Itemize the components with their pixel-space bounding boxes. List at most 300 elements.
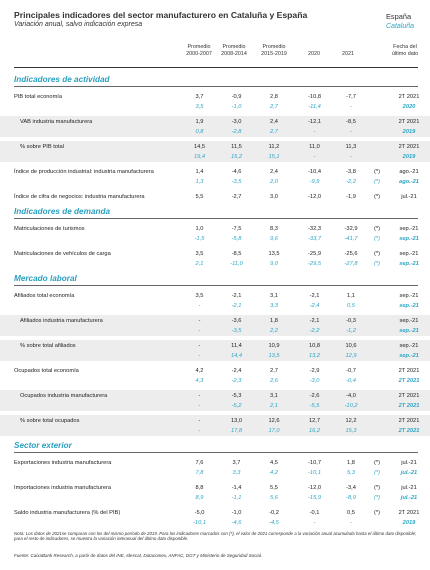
catalonia-value: 2019 (388, 152, 430, 162)
catalonia-value: -3,0 (309, 378, 320, 384)
catalonia-value: (*) (373, 179, 380, 185)
table-row-catalonia (0, 426, 430, 436)
catalonia-value: 15,2 (218, 152, 255, 162)
catalonia-value: 3,5 (195, 104, 204, 110)
catalonia-value: -9,9 (309, 179, 320, 185)
row-label: Matriculaciones de vehículos de carga (14, 250, 111, 257)
spain-value: 2T 2021 (388, 141, 430, 152)
section-cell (0, 202, 430, 219)
row-label-empty (0, 326, 181, 336)
catalonia-value (366, 518, 388, 528)
catalonia-value: -11,4 (308, 104, 321, 110)
row-label-empty (0, 234, 181, 244)
header-2021 (334, 51, 362, 58)
spain-value: 2,4 (270, 168, 278, 175)
catalonia-value: -2,4 (309, 303, 320, 309)
table-row-catalonia (0, 518, 430, 528)
catalonia-value: -10,1 (193, 520, 206, 526)
catalonia-value: 14,4 (218, 351, 255, 361)
spain-value: (*) (373, 459, 380, 466)
row-label: Afiliados total economía (14, 292, 75, 299)
catalonia-value (366, 102, 388, 112)
catalonia-value: ago.-21 (399, 179, 419, 185)
spain-value: 2T 2021 (398, 509, 420, 516)
spain-value: 1,0 (195, 225, 204, 232)
catalonia-value: 2,6 (270, 378, 278, 384)
header-line: 2021 (342, 51, 354, 57)
catalonia-value: 3,3 (232, 470, 241, 476)
column-headers (0, 44, 430, 66)
catalonia-value: -2,2 (346, 179, 356, 185)
header-line: Fecha del (393, 44, 417, 50)
table-row-catalonia (0, 127, 430, 137)
catalonia-value: (*) (373, 261, 380, 267)
row-label: Afiliados industria manufacturera (0, 315, 181, 326)
catalonia-value: (*) (373, 495, 380, 501)
catalonia-value: - (181, 426, 218, 436)
row-label-empty (0, 259, 181, 269)
catalonia-value: sep.-21 (388, 326, 430, 336)
catalonia-value: 12,9 (336, 351, 366, 361)
spain-value: 3,0 (270, 193, 278, 200)
table-row-spain (0, 116, 430, 127)
table-row-spain (0, 141, 430, 152)
spain-value: sep.-21 (388, 315, 430, 326)
spain-value: 11,4 (218, 340, 255, 351)
spain-value: 3,5 (195, 250, 204, 257)
page-title: Principales indicadores del sector manufacturero en Cataluña y España (14, 10, 308, 20)
catalonia-value: 2,7 (255, 127, 293, 137)
row-label: Importaciones industria manufacturera (14, 484, 112, 491)
table-row-catalonia (0, 493, 430, 503)
catalonia-value: -2,1 (231, 303, 242, 309)
catalonia-value: 15,1 (255, 152, 293, 162)
catalonia-value: -5,2 (218, 401, 255, 411)
catalonia-value: - (293, 127, 336, 137)
row-label-empty (0, 493, 181, 503)
header-2020 (300, 51, 328, 58)
catalonia-value: 2020 (402, 104, 416, 110)
catalonia-value: 2,0 (270, 179, 278, 185)
catalonia-value: 2019 (402, 520, 416, 526)
catalonia-value: 4,2 (270, 470, 278, 476)
catalonia-value: (*) (373, 470, 380, 476)
row-label-empty (0, 426, 181, 436)
catalonia-value: - (181, 401, 218, 411)
spain-value: 3,1 (255, 390, 293, 401)
catalonia-value: -29,5 (308, 261, 321, 267)
spain-value: -0,1 (309, 509, 320, 516)
spain-value: -4,0 (336, 390, 366, 401)
catalonia-value: 9,6 (270, 236, 278, 242)
catalonia-value: sep.-21 (399, 236, 419, 242)
catalonia-value: - (181, 351, 218, 361)
legend-spain: España (386, 12, 412, 21)
spain-value (366, 141, 388, 152)
spain-value: (*) (373, 193, 380, 200)
table-row-catalonia (0, 401, 430, 411)
catalonia-value: sep.-21 (388, 351, 430, 361)
spain-value: jul.-21 (401, 193, 417, 200)
row-label: Matriculaciones de turismos (14, 225, 85, 232)
spain-value (366, 91, 388, 102)
table-row-spain (0, 248, 430, 259)
table-row-spain (0, 91, 430, 102)
header-line: 2015-2019 (261, 50, 287, 57)
catalonia-value: 2,1 (195, 261, 204, 267)
spain-value: -10,4 (308, 168, 321, 175)
header-divider (14, 67, 418, 68)
spain-value: -0,9 (231, 93, 242, 100)
catalonia-value: -41,7 (344, 236, 358, 242)
section-header (0, 269, 430, 286)
table-row-spain (0, 340, 430, 351)
spain-value: 0,5 (347, 509, 355, 516)
catalonia-value: -4,5 (269, 520, 279, 526)
catalonia-value: -2,3 (231, 378, 242, 384)
catalonia-value: 7,8 (195, 470, 204, 476)
table-row-spain (0, 315, 430, 326)
spain-value: 12,2 (336, 415, 366, 426)
spain-value: -2,4 (231, 367, 242, 374)
table-row-spain (0, 166, 430, 177)
spain-value: 10,6 (336, 340, 366, 351)
catalonia-value: 17,8 (218, 426, 255, 436)
spain-value: sep.-21 (399, 292, 419, 299)
catalonia-value: 0,5 (347, 303, 355, 309)
row-label: Índice de cifra de negocios: industria manufacturera (14, 193, 145, 200)
catalonia-value: jul.-21 (400, 495, 418, 501)
spain-value: 8,3 (270, 225, 278, 232)
spain-value: 3,1 (270, 292, 278, 299)
spain-value: -5,0 (194, 509, 205, 516)
row-label-empty (0, 518, 181, 528)
spain-value: -0,7 (346, 367, 356, 374)
spain-value: -25,6 (344, 250, 358, 257)
spain-value: -32,9 (344, 225, 358, 232)
table-body (0, 70, 430, 528)
spain-value: -10,7 (308, 459, 321, 466)
spain-value: sep.-21 (388, 340, 430, 351)
catalonia-value: jul.-21 (400, 470, 418, 476)
catalonia-value: -8,9 (346, 495, 356, 501)
table-row-catalonia (0, 376, 430, 386)
spain-value: -8,5 (231, 250, 242, 257)
spain-value: (*) (373, 225, 380, 232)
spain-value: 4,5 (270, 459, 278, 466)
table-row-spain (0, 223, 430, 234)
spain-value: (*) (373, 250, 380, 257)
row-label: PIB total economía (14, 93, 63, 100)
spain-value: 2,8 (270, 93, 278, 100)
spain-value: 1,8 (347, 459, 355, 466)
spain-value: 1,1 (347, 292, 355, 299)
header-line: último dato (391, 50, 419, 57)
table-row-spain (0, 290, 430, 301)
spain-value: -0,2 (269, 509, 279, 516)
indicators-table (0, 70, 430, 528)
spain-value: -1,4 (231, 484, 242, 491)
header-line: Promedio (262, 44, 286, 50)
table-row-catalonia (0, 152, 430, 162)
catalonia-value (366, 351, 388, 361)
catalonia-value: 2T 2021 (388, 426, 430, 436)
catalonia-value: -11,0 (230, 261, 243, 267)
header-line: Promedio (187, 44, 211, 50)
table-row-catalonia (0, 177, 430, 187)
spain-value: jul.-21 (401, 484, 417, 491)
spain-value: 7,6 (195, 459, 204, 466)
row-label-empty (0, 468, 181, 478)
spain-value: 1,4 (195, 168, 204, 175)
row-label: Ocupados industria manufacturera (0, 390, 181, 401)
spain-value: -5,3 (218, 390, 255, 401)
spain-value: 3,5 (195, 292, 204, 299)
catalonia-value: -4,6 (231, 520, 242, 526)
catalonia-value: 5,3 (347, 470, 355, 476)
catalonia-value: 13,5 (255, 351, 293, 361)
catalonia-value (366, 426, 388, 436)
catalonia-value: -5,8 (231, 236, 242, 242)
header-avg-2015-2019 (256, 44, 292, 57)
row-label: VAB industria manufacturera (0, 116, 181, 127)
catalonia-value (366, 376, 388, 386)
spain-value: 10,8 (293, 340, 336, 351)
row-label-empty (0, 152, 181, 162)
catalonia-value (366, 326, 388, 336)
source-note: Fuente: CaixaBank Research, a partir de datos del INE, Idescat, Datacomex, ANFAC, DGT y Ministerio de Seguridad Social. (14, 553, 263, 558)
spain-value (366, 116, 388, 127)
catalonia-value: -33,7 (308, 236, 321, 242)
table-row-catalonia (0, 301, 430, 311)
catalonia-value: sep.-21 (399, 261, 419, 267)
section-title: Indicadores de demanda (14, 207, 111, 216)
spain-value: (*) (373, 509, 380, 516)
header-avg-2008-2014 (216, 44, 252, 57)
catalonia-value: - (293, 152, 336, 162)
spain-value: 4,2 (195, 367, 204, 374)
spain-value: -7,5 (231, 225, 242, 232)
spain-value: -2,6 (293, 390, 336, 401)
catalonia-value: 2T 2021 (398, 378, 420, 384)
catalonia-value: 13,2 (293, 351, 336, 361)
table-row-catalonia (0, 102, 430, 112)
catalonia-value (366, 301, 388, 311)
catalonia-value: 19,4 (181, 152, 218, 162)
spain-value: 2T 2021 (388, 415, 430, 426)
spain-value: 2T 2021 (398, 93, 420, 100)
catalonia-value: -10,1 (308, 470, 321, 476)
catalonia-value: 2,1 (255, 401, 293, 411)
spain-value: 8,8 (195, 484, 204, 491)
header-line: 2020 (308, 51, 320, 57)
section-cell (0, 70, 430, 87)
catalonia-value: 8,9 (195, 495, 204, 501)
row-label-empty (0, 376, 181, 386)
row-label: % sobre PIB total (0, 141, 181, 152)
catalonia-value: -1,2 (336, 326, 366, 336)
spain-value (366, 315, 388, 326)
catalonia-value: 4,3 (195, 378, 204, 384)
spain-value: -12,0 (308, 193, 321, 200)
table-row-spain (0, 390, 430, 401)
section-title: Indicadores de actividad (14, 75, 110, 84)
spain-value (366, 415, 388, 426)
page-subtitle: Variación anual, salvo indicación expresa (14, 21, 143, 28)
spain-value: jul.-21 (401, 459, 417, 466)
row-label: Saldo industria manufacturera (% del PIB) (14, 509, 121, 516)
spain-value: (*) (373, 484, 380, 491)
spain-value: 11,5 (218, 141, 255, 152)
section-cell (0, 269, 430, 286)
row-label-empty (0, 102, 181, 112)
row-label-empty (0, 301, 181, 311)
spain-value: 14,5 (181, 141, 218, 152)
spain-value: -3,0 (218, 116, 255, 127)
catalonia-value: sep.-21 (399, 303, 419, 309)
catalonia-value: 17,0 (255, 426, 293, 436)
spain-value: 12,7 (293, 415, 336, 426)
catalonia-value: - (336, 152, 366, 162)
spain-value: -12,0 (308, 484, 321, 491)
spain-value: ago.-21 (399, 168, 419, 175)
row-label: % sobre total ocupados (0, 415, 181, 426)
spain-value (366, 390, 388, 401)
catalonia-value: -0,4 (346, 378, 356, 384)
catalonia-value: -1,5 (194, 236, 205, 242)
spain-value: -2,1 (231, 292, 242, 299)
spain-value: 5,5 (195, 193, 204, 200)
catalonia-value: 5,6 (270, 495, 278, 501)
table-row-spain (0, 191, 430, 202)
table-row-spain (0, 482, 430, 493)
catalonia-value (366, 152, 388, 162)
header-line: Promedio (222, 44, 246, 50)
catalonia-value: - (313, 520, 316, 526)
catalonia-value: - (198, 303, 201, 309)
spain-value: -0,3 (336, 315, 366, 326)
catalonia-value: 2,2 (255, 326, 293, 336)
spain-value (366, 290, 388, 301)
table-row-spain (0, 365, 430, 376)
spain-value: 11,0 (293, 141, 336, 152)
catalonia-value: -3,5 (218, 326, 255, 336)
footnote: Nota: Los datos de 2021se comparan con los del mismo período de 2019. Para los indicadores marcados con (*), el valor de 2021 corresponde a la variación anual acumulada hasta el último dato disponible; para el resto de indicadores, se muestra la variación interanual del último dato disponible. (14, 531, 417, 542)
table-row-spain (0, 457, 430, 468)
catalonia-value (366, 127, 388, 137)
spain-value: - (181, 390, 218, 401)
spain-value: -12,1 (293, 116, 336, 127)
spain-value (366, 365, 388, 376)
spain-value: 3,7 (195, 93, 204, 100)
spain-value: -10,8 (308, 93, 321, 100)
spain-value: -4,6 (231, 168, 242, 175)
row-label: Exportaciones industria manufacturera (14, 459, 112, 466)
section-title: Sector exterior (14, 441, 72, 450)
spain-value: -7,7 (346, 93, 356, 100)
spain-value (366, 340, 388, 351)
spain-value: sep.-21 (399, 225, 419, 232)
spain-value: -25,9 (308, 250, 321, 257)
spain-value: 11,2 (255, 141, 293, 152)
spain-value: 1,9 (181, 116, 218, 127)
catalonia-value: -2,2 (293, 326, 336, 336)
table-row-catalonia (0, 351, 430, 361)
spain-value: -1,0 (231, 509, 242, 516)
row-label: Ocupados total economía (14, 367, 79, 374)
table-row-catalonia (0, 259, 430, 269)
section-header (0, 436, 430, 453)
spain-value: 10,9 (255, 340, 293, 351)
catalonia-value (366, 401, 388, 411)
spain-value: 2T 2021 (388, 116, 430, 127)
header-line: 2008-2014 (221, 50, 247, 57)
legend-catalonia: Cataluña (386, 23, 415, 30)
table-row-spain (0, 415, 430, 426)
catalonia-value: -5,5 (293, 401, 336, 411)
spain-value: -2,7 (231, 193, 242, 200)
spain-value: -3,8 (346, 168, 356, 175)
spain-value: -3,4 (346, 484, 356, 491)
spain-value: - (181, 315, 218, 326)
catalonia-value: -15,9 (308, 495, 321, 501)
section-header (0, 202, 430, 219)
spain-value: -1,9 (346, 193, 356, 200)
table-row-catalonia (0, 326, 430, 336)
catalonia-value: 2,7 (270, 104, 278, 110)
spain-value: - (181, 340, 218, 351)
catalonia-value: - (181, 326, 218, 336)
catalonia-value: (*) (373, 236, 380, 242)
spain-value: 11,3 (336, 141, 366, 152)
spain-value: 2,7 (270, 367, 278, 374)
spain-value: (*) (373, 168, 380, 175)
catalonia-value: 9,0 (270, 261, 278, 267)
catalonia-value: -27,8 (344, 261, 358, 267)
catalonia-value: 0,8 (181, 127, 218, 137)
spain-value: 3,7 (232, 459, 241, 466)
row-label-empty (0, 127, 181, 137)
catalonia-value: -1,1 (231, 495, 242, 501)
catalonia-value: 2019 (388, 127, 430, 137)
catalonia-value: 15,3 (336, 426, 366, 436)
table-row-catalonia (0, 468, 430, 478)
spain-value: sep.-21 (399, 250, 419, 257)
header-avg-2000-2007 (181, 44, 217, 57)
spain-value: 12,6 (255, 415, 293, 426)
spain-value: 2T 2021 (398, 367, 420, 374)
header-last-date (388, 44, 422, 57)
catalonia-value: 2T 2021 (388, 401, 430, 411)
catalonia-value: - (350, 520, 352, 526)
spain-value: -3,6 (218, 315, 255, 326)
spain-value: -2,1 (293, 315, 336, 326)
catalonia-value: -10,2 (336, 401, 366, 411)
catalonia-value: - (350, 104, 352, 110)
spain-value: -2,1 (309, 292, 320, 299)
table-row-catalonia (0, 234, 430, 244)
section-cell (0, 436, 430, 453)
row-label: Índice de producción industrial: industria manufacturera (14, 168, 154, 175)
spain-value: 1,8 (255, 315, 293, 326)
catalonia-value: -1,0 (231, 104, 242, 110)
section-title: Mercado laboral (14, 274, 77, 283)
table-row-spain (0, 507, 430, 518)
catalonia-value: - (336, 127, 366, 137)
spain-value: 13,5 (268, 250, 280, 257)
catalonia-value: -3,5 (231, 179, 242, 185)
spain-value: -2,9 (309, 367, 320, 374)
